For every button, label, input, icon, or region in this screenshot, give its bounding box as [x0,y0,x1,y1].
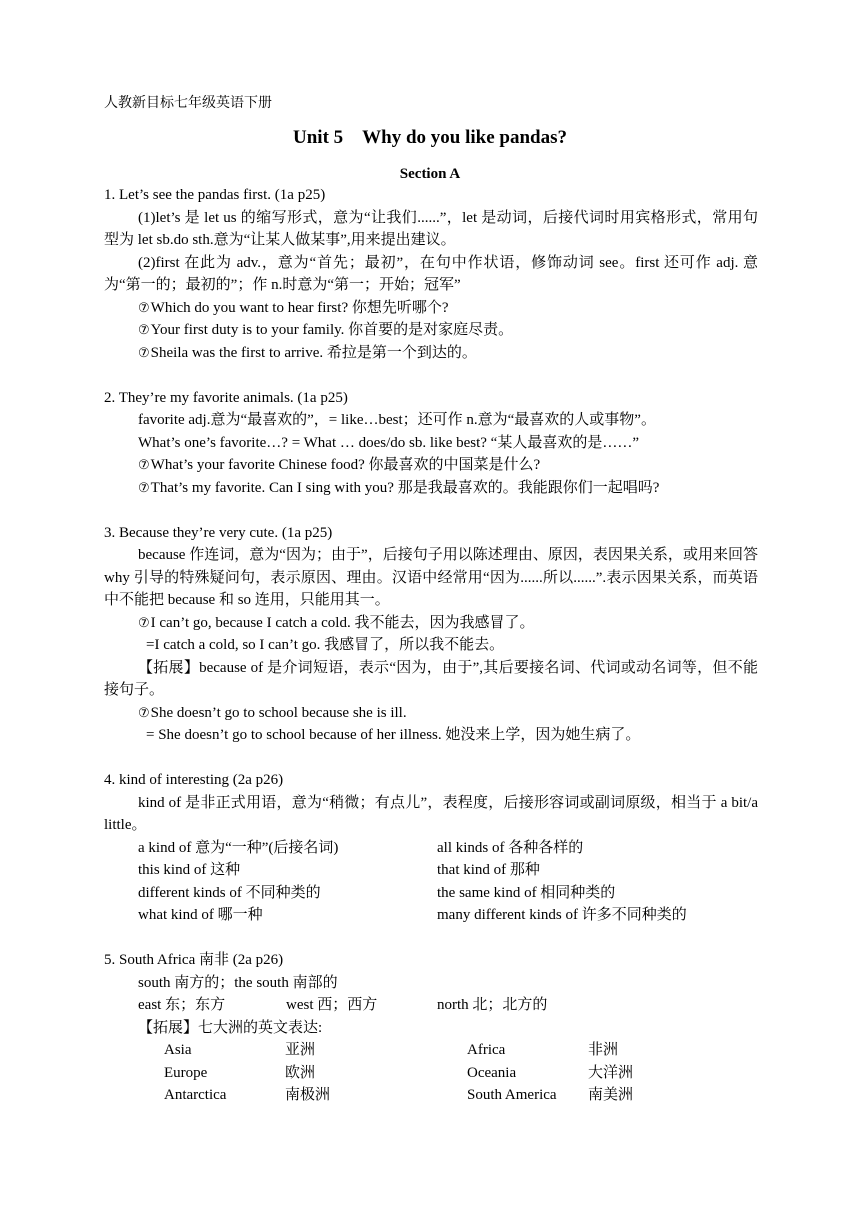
point-2-line-1: favorite adj.意为“最喜欢的”，= like…best；还可作 n.意为“最喜欢的人或事物”。 [138,412,656,428]
example-sentence: ⑦What’s your favorite Chinese food? 你最喜欢的中国菜是什么? [138,457,541,473]
point-2-heading: 2. They’re my favorite animals. (1a p25) [104,389,348,406]
example-marker: ⑦ [138,479,150,495]
example-marker: ⑦ [138,344,150,360]
example-sentence: ⑦Which do you want to hear first? 你想先听哪个? [138,299,449,316]
example-sentence: ⑦She doesn’t go to school because she is ill. [138,704,407,721]
phrase-row: a kind of 意为“一种”(后接名词) all kinds of 各种各样的 [138,839,584,856]
point-5-line-1: south 南方的；the south 南部的 [138,974,338,991]
book-header: 人教新目标七年级英语下册 [104,96,272,111]
point-5-heading: 5. South Africa 南非 (2a p26) [104,952,284,968]
section-title: Section A [399,166,461,182]
example-sentence: ⑦That’s my favorite. Can I sing with you? 那是我最喜欢的。我能跟你们一起唱吗? [138,479,660,496]
example-sentence: ⑦Your first duty is to your family. 你首要的是对家庭尽责。 [138,322,514,338]
example-sentence: ⑦Sheila was the first to arrive. 希拉是第一个到达的。 [138,344,477,361]
continent-row: Antarctica 南极洲 South America 南美洲 [164,1087,634,1103]
point-3-extension: 【拓展】because of 是介词短语，表示“因为，由于”,其后要接名词、代词或动名词等，但不能接句子。 [104,659,758,698]
point-4-para-1: kind of 是非正式用语，意为“稍微；有点儿”，表程度，后接形容词或副词原级，相当于 a bit/a little。 [104,794,758,833]
continent-row: Asia 亚洲 Africa 非洲 [164,1042,619,1058]
example-marker: ⑦ [138,457,150,472]
direction-row: east 东；东方 west 西；西方 north 北；北方的 [138,997,548,1013]
point-5-extension: 【拓展】七大洲的英文表达: [138,1019,323,1036]
point-3-heading: 3. Because they’re very cute. (1a p25) [104,524,333,541]
continent-row: Europe 欧洲 Oceania 大洋洲 [164,1064,634,1081]
example-sentence: =I catch a cold, so I can’t go. 我感冒了，所以我不能去。 [146,637,505,653]
point-1-para-1: (1)let’s 是 let us 的缩写形式，意为“让我们......”，let 是动词，后接代词时用宾格形式，常用句型为 let sb.do sth.意为“让某人做某事”,用来提出建议。 [104,209,758,248]
example-sentence: ⑦I can’t go, because I catch a cold. 我不能去，因为我感冒了。 [138,614,535,631]
point-1-para-2: (2)first 在此为 adv.，意为“首先；最初”，在句中作状语，修饰动词 see。first 还可作 adj. 意为“第一的；最初的”；作 n.时意为“第一；开始；冠军” [104,254,758,293]
example-sentence: = She doesn’t go to school because of her illness. 她没来上学，因为她生病了。 [146,727,641,743]
phrase-row: what kind of 哪一种 many different kinds of 许多不同种类的 [138,907,687,923]
example-marker: ⑦ [138,322,150,337]
point-2-line-2: What’s one’s favorite…? = What … does/do sb. like best? “某人最喜欢的是……” [138,434,639,451]
example-marker: ⑦ [138,299,150,315]
point-1-heading: 1. Let’s see the pandas first. (1a p25) [104,187,326,203]
example-marker: ⑦ [138,704,150,720]
unit-title: Unit 5 Why do you like pandas? [293,127,567,148]
point-4-heading: 4. kind of interesting (2a p26) [104,772,284,788]
phrase-row: different kinds of 不同种类的 the same kind of 相同种类的 [138,884,616,901]
notes-body [104,184,758,1107]
phrase-row: this kind of 这种 that kind of 那种 [138,862,540,878]
example-marker: ⑦ [138,614,150,630]
point-3-para-1: because 作连词，意为“因为；由于”，后接句子用以陈述理由、原因，表因果关系，或用来回答 why 引导的特殊疑问句，表示原因、理由。汉语中经常用“因为......所以......”.表示因果关系，而英语中不能把 because 和 so 连用，只能用其一。 [104,547,758,608]
